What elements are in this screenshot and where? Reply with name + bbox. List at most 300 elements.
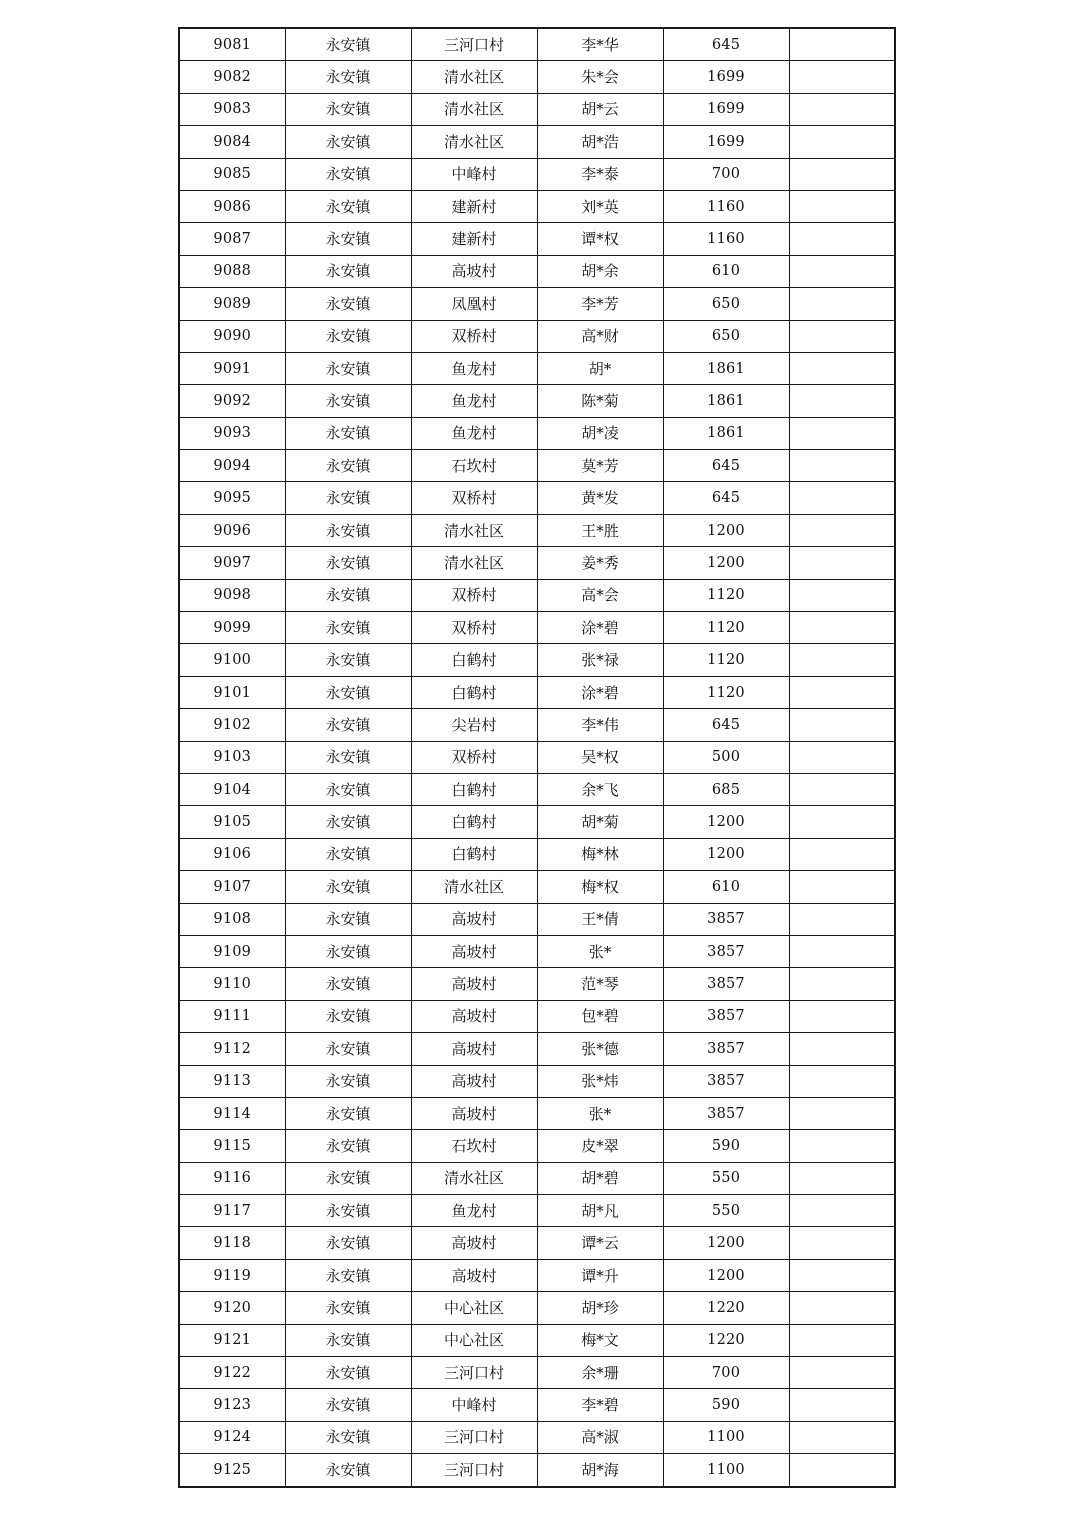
serial-number-cell: 9102	[179, 709, 285, 741]
ledger-table	[178, 27, 896, 1488]
name-cell: 胡*浩	[537, 126, 663, 158]
serial-number-cell: 9098	[179, 579, 285, 611]
name-cell: 胡*菊	[537, 806, 663, 838]
serial-number-cell: 9108	[179, 903, 285, 935]
serial-number-cell: 9099	[179, 612, 285, 644]
amount-cell: 550	[663, 1195, 789, 1227]
name-cell: 谭*云	[537, 1227, 663, 1259]
remark-cell	[789, 385, 895, 417]
serial-number-cell: 9119	[179, 1259, 285, 1291]
remark-cell	[789, 1357, 895, 1389]
remark-cell	[789, 871, 895, 903]
table-row	[179, 1454, 895, 1487]
remark-cell	[789, 126, 895, 158]
amount-cell: 1220	[663, 1292, 789, 1324]
name-cell: 朱*会	[537, 61, 663, 93]
village-cell: 清水社区	[411, 61, 537, 93]
serial-number-cell: 9113	[179, 1065, 285, 1097]
name-cell: 范*琴	[537, 968, 663, 1000]
village-cell: 高坡村	[411, 903, 537, 935]
village-cell: 清水社区	[411, 871, 537, 903]
name-cell: 刘*英	[537, 190, 663, 222]
serial-number-cell: 9081	[179, 28, 285, 61]
table-row	[179, 1130, 895, 1162]
serial-number-cell: 9112	[179, 1033, 285, 1065]
town-cell: 永安镇	[285, 1292, 411, 1324]
remark-cell	[789, 255, 895, 287]
village-cell: 中峰村	[411, 1389, 537, 1421]
table-row	[179, 158, 895, 190]
amount-cell: 645	[663, 709, 789, 741]
amount-cell: 645	[663, 450, 789, 482]
town-cell: 永安镇	[285, 1421, 411, 1453]
name-cell: 余*飞	[537, 773, 663, 805]
name-cell: 谭*升	[537, 1259, 663, 1291]
table-row	[179, 223, 895, 255]
village-cell: 双桥村	[411, 612, 537, 644]
remark-cell	[789, 1454, 895, 1487]
table-row	[179, 288, 895, 320]
village-cell: 高坡村	[411, 1227, 537, 1259]
remark-cell	[789, 514, 895, 546]
town-cell: 永安镇	[285, 255, 411, 287]
serial-number-cell: 9091	[179, 352, 285, 384]
name-cell: 李*泰	[537, 158, 663, 190]
name-cell: 李*碧	[537, 1389, 663, 1421]
table-row	[179, 1195, 895, 1227]
remark-cell	[789, 968, 895, 1000]
amount-cell: 1220	[663, 1324, 789, 1356]
amount-cell: 1699	[663, 126, 789, 158]
town-cell: 永安镇	[285, 1097, 411, 1129]
town-cell: 永安镇	[285, 1033, 411, 1065]
remark-cell	[789, 644, 895, 676]
amount-cell: 1200	[663, 1259, 789, 1291]
serial-number-cell: 9097	[179, 547, 285, 579]
name-cell: 涂*碧	[537, 612, 663, 644]
town-cell: 永安镇	[285, 806, 411, 838]
remark-cell	[789, 1065, 895, 1097]
amount-cell: 500	[663, 741, 789, 773]
name-cell: 皮*翠	[537, 1130, 663, 1162]
town-cell: 永安镇	[285, 1389, 411, 1421]
table-row	[179, 806, 895, 838]
amount-cell: 1861	[663, 352, 789, 384]
remark-cell	[789, 1000, 895, 1032]
town-cell: 永安镇	[285, 1454, 411, 1487]
remark-cell	[789, 1130, 895, 1162]
name-cell: 高*会	[537, 579, 663, 611]
town-cell: 永安镇	[285, 968, 411, 1000]
village-cell: 白鹤村	[411, 773, 537, 805]
serial-number-cell: 9124	[179, 1421, 285, 1453]
village-cell: 双桥村	[411, 482, 537, 514]
amount-cell: 1200	[663, 1227, 789, 1259]
table-row	[179, 773, 895, 805]
table-row	[179, 385, 895, 417]
town-cell: 永安镇	[285, 1195, 411, 1227]
serial-number-cell: 9115	[179, 1130, 285, 1162]
table-row	[179, 190, 895, 222]
remark-cell	[789, 158, 895, 190]
serial-number-cell: 9092	[179, 385, 285, 417]
serial-number-cell: 9094	[179, 450, 285, 482]
town-cell: 永安镇	[285, 676, 411, 708]
name-cell: 黄*发	[537, 482, 663, 514]
table-row	[179, 838, 895, 870]
amount-cell: 3857	[663, 1097, 789, 1129]
town-cell: 永安镇	[285, 935, 411, 967]
amount-cell: 590	[663, 1130, 789, 1162]
amount-cell: 1200	[663, 547, 789, 579]
serial-number-cell: 9089	[179, 288, 285, 320]
table-row	[179, 352, 895, 384]
name-cell: 谭*权	[537, 223, 663, 255]
amount-cell: 610	[663, 255, 789, 287]
remark-cell	[789, 1324, 895, 1356]
serial-number-cell: 9118	[179, 1227, 285, 1259]
town-cell: 永安镇	[285, 903, 411, 935]
village-cell: 高坡村	[411, 1000, 537, 1032]
table-row	[179, 1324, 895, 1356]
remark-cell	[789, 709, 895, 741]
amount-cell: 1200	[663, 806, 789, 838]
town-cell: 永安镇	[285, 61, 411, 93]
town-cell: 永安镇	[285, 158, 411, 190]
village-cell: 清水社区	[411, 547, 537, 579]
serial-number-cell: 9082	[179, 61, 285, 93]
name-cell: 陈*菊	[537, 385, 663, 417]
remark-cell	[789, 612, 895, 644]
remark-cell	[789, 1389, 895, 1421]
serial-number-cell: 9111	[179, 1000, 285, 1032]
village-cell: 清水社区	[411, 514, 537, 546]
table-row	[179, 579, 895, 611]
serial-number-cell: 9109	[179, 935, 285, 967]
amount-cell: 1200	[663, 838, 789, 870]
remark-cell	[789, 93, 895, 125]
remark-cell	[789, 288, 895, 320]
amount-cell: 1699	[663, 61, 789, 93]
remark-cell	[789, 741, 895, 773]
serial-number-cell: 9123	[179, 1389, 285, 1421]
amount-cell: 1861	[663, 385, 789, 417]
town-cell: 永安镇	[285, 482, 411, 514]
name-cell: 胡*	[537, 352, 663, 384]
village-cell: 三河口村	[411, 1357, 537, 1389]
remark-cell	[789, 223, 895, 255]
village-cell: 白鹤村	[411, 676, 537, 708]
serial-number-cell: 9125	[179, 1454, 285, 1487]
village-cell: 高坡村	[411, 255, 537, 287]
village-cell: 清水社区	[411, 1162, 537, 1194]
village-cell: 白鹤村	[411, 838, 537, 870]
serial-number-cell: 9107	[179, 871, 285, 903]
name-cell: 李*伟	[537, 709, 663, 741]
village-cell: 清水社区	[411, 93, 537, 125]
town-cell: 永安镇	[285, 547, 411, 579]
table-row	[179, 93, 895, 125]
serial-number-cell: 9096	[179, 514, 285, 546]
remark-cell	[789, 935, 895, 967]
town-cell: 永安镇	[285, 450, 411, 482]
name-cell: 包*碧	[537, 1000, 663, 1032]
name-cell: 张*禄	[537, 644, 663, 676]
table-row	[179, 1033, 895, 1065]
village-cell: 双桥村	[411, 741, 537, 773]
table-row	[179, 1065, 895, 1097]
serial-number-cell: 9116	[179, 1162, 285, 1194]
village-cell: 三河口村	[411, 1421, 537, 1453]
village-cell: 高坡村	[411, 935, 537, 967]
ledger-sheet	[178, 27, 894, 1488]
table-row	[179, 417, 895, 449]
amount-cell: 3857	[663, 903, 789, 935]
amount-cell: 3857	[663, 968, 789, 1000]
name-cell: 余*珊	[537, 1357, 663, 1389]
serial-number-cell: 9093	[179, 417, 285, 449]
serial-number-cell: 9088	[179, 255, 285, 287]
village-cell: 三河口村	[411, 1454, 537, 1487]
town-cell: 永安镇	[285, 223, 411, 255]
amount-cell: 1120	[663, 644, 789, 676]
name-cell: 张*	[537, 935, 663, 967]
remark-cell	[789, 903, 895, 935]
town-cell: 永安镇	[285, 579, 411, 611]
table-row	[179, 1421, 895, 1453]
amount-cell: 1160	[663, 190, 789, 222]
name-cell: 莫*芳	[537, 450, 663, 482]
table-row	[179, 871, 895, 903]
amount-cell: 3857	[663, 1033, 789, 1065]
town-cell: 永安镇	[285, 1000, 411, 1032]
amount-cell: 685	[663, 773, 789, 805]
serial-number-cell: 9100	[179, 644, 285, 676]
village-cell: 高坡村	[411, 1259, 537, 1291]
village-cell: 中心社区	[411, 1324, 537, 1356]
table-row	[179, 741, 895, 773]
remark-cell	[789, 773, 895, 805]
table-row	[179, 1162, 895, 1194]
amount-cell: 550	[663, 1162, 789, 1194]
remark-cell	[789, 579, 895, 611]
name-cell: 高*财	[537, 320, 663, 352]
table-row	[179, 1227, 895, 1259]
remark-cell	[789, 1421, 895, 1453]
town-cell: 永安镇	[285, 1324, 411, 1356]
village-cell: 鱼龙村	[411, 1195, 537, 1227]
ledger-body	[179, 28, 895, 1487]
amount-cell: 645	[663, 482, 789, 514]
amount-cell: 700	[663, 158, 789, 190]
name-cell: 胡*海	[537, 1454, 663, 1487]
serial-number-cell: 9104	[179, 773, 285, 805]
town-cell: 永安镇	[285, 1065, 411, 1097]
village-cell: 白鹤村	[411, 644, 537, 676]
remark-cell	[789, 1162, 895, 1194]
amount-cell: 1120	[663, 612, 789, 644]
serial-number-cell: 9122	[179, 1357, 285, 1389]
amount-cell: 650	[663, 320, 789, 352]
serial-number-cell: 9106	[179, 838, 285, 870]
table-row	[179, 28, 895, 61]
name-cell: 张*德	[537, 1033, 663, 1065]
table-row	[179, 1357, 895, 1389]
remark-cell	[789, 1259, 895, 1291]
serial-number-cell: 9105	[179, 806, 285, 838]
remark-cell	[789, 417, 895, 449]
table-row	[179, 255, 895, 287]
table-row	[179, 61, 895, 93]
name-cell: 梅*林	[537, 838, 663, 870]
name-cell: 胡*凡	[537, 1195, 663, 1227]
serial-number-cell: 9083	[179, 93, 285, 125]
town-cell: 永安镇	[285, 126, 411, 158]
town-cell: 永安镇	[285, 1162, 411, 1194]
village-cell: 石坎村	[411, 450, 537, 482]
town-cell: 永安镇	[285, 709, 411, 741]
remark-cell	[789, 806, 895, 838]
amount-cell: 1160	[663, 223, 789, 255]
village-cell: 双桥村	[411, 320, 537, 352]
table-row	[179, 1000, 895, 1032]
name-cell: 张*	[537, 1097, 663, 1129]
amount-cell: 1861	[663, 417, 789, 449]
amount-cell: 1100	[663, 1454, 789, 1487]
table-row	[179, 968, 895, 1000]
remark-cell	[789, 28, 895, 61]
serial-number-cell: 9084	[179, 126, 285, 158]
table-row	[179, 644, 895, 676]
amount-cell: 3857	[663, 935, 789, 967]
name-cell: 李*芳	[537, 288, 663, 320]
name-cell: 王*倩	[537, 903, 663, 935]
town-cell: 永安镇	[285, 385, 411, 417]
village-cell: 清水社区	[411, 126, 537, 158]
town-cell: 永安镇	[285, 773, 411, 805]
remark-cell	[789, 1227, 895, 1259]
table-row	[179, 1389, 895, 1421]
remark-cell	[789, 482, 895, 514]
remark-cell	[789, 190, 895, 222]
table-row	[179, 1259, 895, 1291]
town-cell: 永安镇	[285, 320, 411, 352]
village-cell: 鱼龙村	[411, 352, 537, 384]
serial-number-cell: 9090	[179, 320, 285, 352]
town-cell: 永安镇	[285, 741, 411, 773]
name-cell: 吴*权	[537, 741, 663, 773]
name-cell: 李*华	[537, 28, 663, 61]
town-cell: 永安镇	[285, 1227, 411, 1259]
village-cell: 中心社区	[411, 1292, 537, 1324]
name-cell: 涂*碧	[537, 676, 663, 708]
name-cell: 姜*秀	[537, 547, 663, 579]
amount-cell: 590	[663, 1389, 789, 1421]
village-cell: 石坎村	[411, 1130, 537, 1162]
remark-cell	[789, 1097, 895, 1129]
name-cell: 梅*权	[537, 871, 663, 903]
amount-cell: 700	[663, 1357, 789, 1389]
amount-cell: 1120	[663, 676, 789, 708]
serial-number-cell: 9120	[179, 1292, 285, 1324]
table-row	[179, 935, 895, 967]
remark-cell	[789, 838, 895, 870]
table-row	[179, 612, 895, 644]
name-cell: 张*炜	[537, 1065, 663, 1097]
town-cell: 永安镇	[285, 1357, 411, 1389]
serial-number-cell: 9087	[179, 223, 285, 255]
table-row	[179, 482, 895, 514]
town-cell: 永安镇	[285, 93, 411, 125]
table-row	[179, 514, 895, 546]
village-cell: 高坡村	[411, 1065, 537, 1097]
village-cell: 白鹤村	[411, 806, 537, 838]
village-cell: 建新村	[411, 223, 537, 255]
name-cell: 胡*珍	[537, 1292, 663, 1324]
village-cell: 三河口村	[411, 28, 537, 61]
town-cell: 永安镇	[285, 288, 411, 320]
village-cell: 高坡村	[411, 1097, 537, 1129]
remark-cell	[789, 61, 895, 93]
town-cell: 永安镇	[285, 352, 411, 384]
table-row	[179, 1097, 895, 1129]
remark-cell	[789, 1292, 895, 1324]
amount-cell: 3857	[663, 1065, 789, 1097]
table-row	[179, 126, 895, 158]
table-row	[179, 903, 895, 935]
remark-cell	[789, 352, 895, 384]
village-cell: 尖岩村	[411, 709, 537, 741]
village-cell: 中峰村	[411, 158, 537, 190]
table-row	[179, 547, 895, 579]
name-cell: 胡*碧	[537, 1162, 663, 1194]
town-cell: 永安镇	[285, 644, 411, 676]
town-cell: 永安镇	[285, 1259, 411, 1291]
serial-number-cell: 9086	[179, 190, 285, 222]
town-cell: 永安镇	[285, 514, 411, 546]
village-cell: 高坡村	[411, 968, 537, 1000]
amount-cell: 1699	[663, 93, 789, 125]
serial-number-cell: 9085	[179, 158, 285, 190]
serial-number-cell: 9121	[179, 1324, 285, 1356]
town-cell: 永安镇	[285, 28, 411, 61]
village-cell: 双桥村	[411, 579, 537, 611]
remark-cell	[789, 547, 895, 579]
amount-cell: 1120	[663, 579, 789, 611]
amount-cell: 650	[663, 288, 789, 320]
amount-cell: 1100	[663, 1421, 789, 1453]
village-cell: 建新村	[411, 190, 537, 222]
table-row	[179, 709, 895, 741]
amount-cell: 3857	[663, 1000, 789, 1032]
town-cell: 永安镇	[285, 612, 411, 644]
table-row	[179, 1292, 895, 1324]
remark-cell	[789, 450, 895, 482]
name-cell: 胡*凌	[537, 417, 663, 449]
serial-number-cell: 9114	[179, 1097, 285, 1129]
amount-cell: 1200	[663, 514, 789, 546]
amount-cell: 645	[663, 28, 789, 61]
table-row	[179, 320, 895, 352]
name-cell: 高*淑	[537, 1421, 663, 1453]
remark-cell	[789, 320, 895, 352]
village-cell: 鱼龙村	[411, 385, 537, 417]
town-cell: 永安镇	[285, 417, 411, 449]
serial-number-cell: 9103	[179, 741, 285, 773]
serial-number-cell: 9101	[179, 676, 285, 708]
table-row	[179, 676, 895, 708]
village-cell: 鱼龙村	[411, 417, 537, 449]
